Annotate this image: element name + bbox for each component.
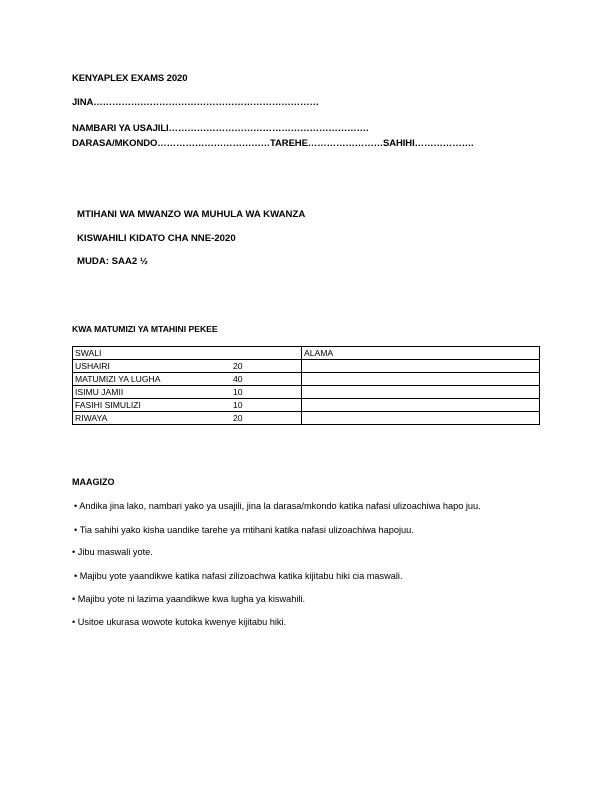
alama-header: ALAMA: [302, 347, 540, 360]
table-row: [73, 360, 540, 373]
question-name: FASIHI SIMULIZI: [75, 400, 141, 410]
score-cell[interactable]: [302, 412, 540, 425]
examiner-table-heading: KWA MATUMIZI YA MTAHINI PEKEE: [72, 324, 218, 334]
instruction-item: • Majibu yote ni lazima yaandikwe kwa lugha ya kiswahili.: [72, 594, 306, 604]
exam-name: KENYAPLEX EXAMS 2020: [72, 73, 188, 84]
instruction-item: • Usitoe ukurasa wowote kutoka kwenye kijitabu hiki.: [72, 617, 287, 627]
score-cell[interactable]: [302, 360, 540, 373]
table-row: [73, 373, 540, 386]
class-date-signature-line[interactable]: DARASA/MKONDO………………………………TAREHE……………………SAHIHI……………….: [72, 138, 474, 149]
score-cell[interactable]: [302, 399, 540, 412]
instructions-heading: MAAGIZO: [72, 477, 115, 487]
exam-title: MTIHANI WA MWANZO WA MUHULA WA KWANZA: [77, 209, 306, 220]
max-marks: 10: [233, 387, 243, 397]
question-name: MATUMIZI YA LUGHA: [75, 374, 161, 384]
table-row: [73, 399, 540, 412]
table-header-row: [73, 347, 540, 360]
instruction-item: • Andika jina lako, nambari yako ya usajili, jina la darasa/mkondo katika nafasi ulizoachiwa hapo juu.: [74, 501, 481, 511]
table-row: [73, 412, 540, 425]
question-name: RIWAYA: [75, 413, 108, 423]
subject-title: KISWAHILI KIDATO CHA NNE-2020: [77, 233, 236, 244]
max-marks: 10: [233, 400, 243, 410]
score-cell[interactable]: [302, 373, 540, 386]
question-name: ISIMU JAMII: [75, 387, 124, 397]
question-name: USHAIRI: [75, 361, 110, 371]
max-marks: 20: [233, 413, 243, 423]
duration: MUDA: SAA2 ½: [77, 256, 148, 267]
score-cell[interactable]: [302, 386, 540, 399]
swali-header: SWALI: [73, 347, 302, 360]
max-marks: 20: [233, 361, 243, 371]
table-row: [73, 386, 540, 399]
instruction-item: • Majibu yote yaandikwe katika nafasi zilizoachwa katika kijitabu hiki cia maswali.: [74, 571, 403, 581]
instruction-item: • Jibu maswali yote.: [72, 547, 153, 557]
marks-table: [72, 346, 540, 425]
name-field-line[interactable]: JINA………………………………………………………………: [72, 97, 319, 108]
instruction-item: • Tia sahihi yako kisha uandike tarehe ya mtihani katika nafasi ulizoachiwa hapojuu.: [74, 525, 414, 535]
registration-number-line[interactable]: NAMBARI YA USAJILI……………………………………………………….: [72, 123, 369, 134]
max-marks: 40: [233, 374, 243, 384]
